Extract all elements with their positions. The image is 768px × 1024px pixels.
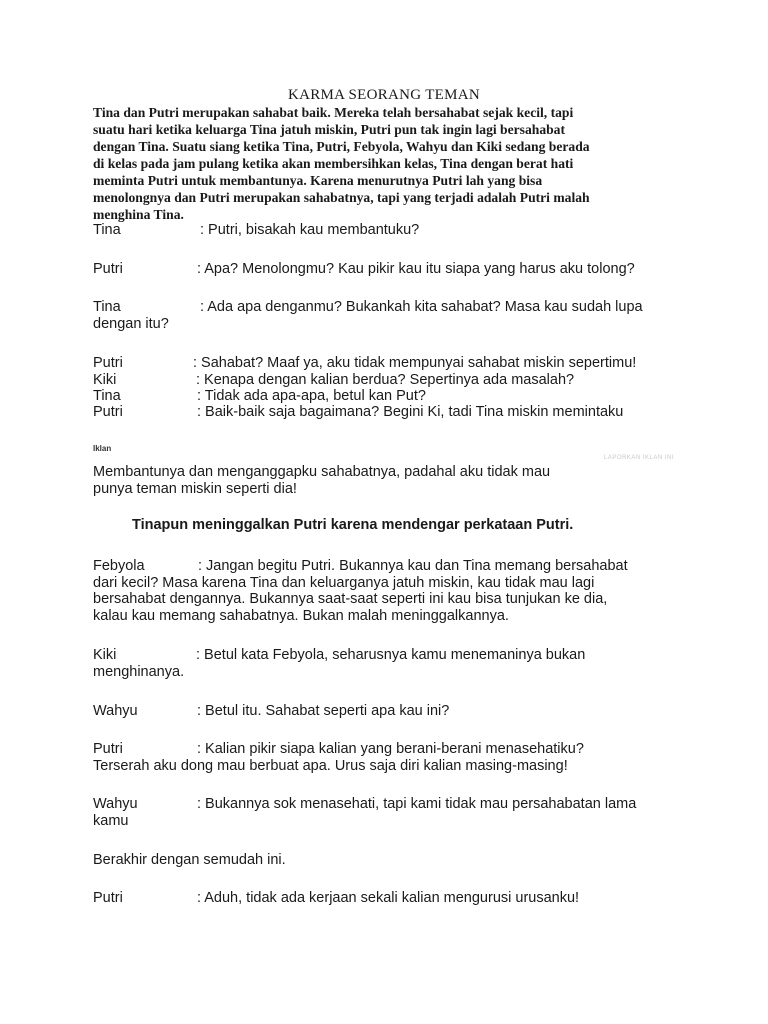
- intro-line: menghina Tina.: [93, 207, 184, 222]
- dialogue-text: : Aduh, tidak ada kerjaan sekali kalian mengurusi urusanku!: [197, 890, 580, 906]
- dialogue-continuation: Membantunya dan menganggapku sahabatnya, padahal aku tidak mau: [93, 464, 551, 480]
- speaker-name: Wahyu: [93, 796, 138, 812]
- dialogue-continuation: dari kecil? Masa karena Tina dan keluarganya jatuh miskin, kau tidak mau lagi: [93, 575, 595, 591]
- speaker-name: Tina: [93, 299, 121, 315]
- intro-line: di kelas pada jam pulang ketika akan membersihkan kelas, Tina dengan berat hati: [93, 156, 574, 171]
- dialogue-continuation: dengan itu?: [93, 316, 169, 332]
- speaker-name: Putri: [93, 404, 123, 420]
- intro-paragraph: [93, 104, 693, 223]
- speaker-name: Kiki: [93, 647, 117, 663]
- dialogue-text: : Bukannya sok menasehati, tapi kami tidak mau persahabatan lama: [197, 796, 637, 812]
- dialogue-text: : Jangan begitu Putri. Bukannya kau dan Tina memang bersahabat: [198, 558, 628, 574]
- intro-line: suatu hari ketika keluarga Tina jatuh miskin, Putri pun tak ingin lagi bersahabat: [93, 122, 565, 137]
- intro-line: meminta Putri untuk membantunya. Karena menurutnya Putri lah yang bisa: [93, 173, 543, 188]
- dialogue-text: : Betul itu. Sahabat seperti apa kau ini?: [197, 703, 450, 719]
- speaker-name: Tina: [93, 388, 121, 404]
- narration: Berakhir dengan semudah ini.: [93, 852, 286, 868]
- speaker-name: Febyola: [93, 558, 145, 574]
- dialogue-text: : Putri, bisakah kau membantuku?: [200, 222, 420, 238]
- intro-line: menolongnya dan Putri merupakan sahabatnya, tapi yang terjadi adalah Putri malah: [93, 190, 590, 205]
- dialogue-continuation: kamu: [93, 813, 129, 829]
- dialogue-text: : Apa? Menolongmu? Kau pikir kau itu siapa yang harus aku tolong?: [197, 261, 635, 277]
- intro-line: Tina dan Putri merupakan sahabat baik. Mereka telah bersahabat sejak kecil, tapi: [93, 105, 574, 120]
- dialogue-continuation: menghinanya.: [93, 664, 185, 680]
- dialogue-text: : Kenapa dengan kalian berdua? Sepertinya ada masalah?: [196, 372, 575, 388]
- intro-line: dengan Tina. Suatu siang ketika Tina, Putri, Febyola, Wahyu dan Kiki sedang berada: [93, 139, 590, 154]
- dialogue-text: : Sahabat? Maaf ya, aku tidak mempunyai sahabat miskin sepertimu!: [193, 355, 637, 371]
- speaker-name: Kiki: [93, 372, 117, 388]
- dialogue-continuation: bersahabat dengannya. Bukannya saat-saat seperti ini kau bisa tunjukan ke dia,: [93, 591, 608, 607]
- speaker-name: Putri: [93, 261, 123, 277]
- dialogue-continuation: punya teman miskin seperti dia!: [93, 481, 297, 497]
- dialogue-text: : Kalian pikir siapa kalian yang berani-berani menasehatiku?: [197, 741, 584, 757]
- dialogue-text: : Baik-baik saja bagaimana? Begini Ki, tadi Tina miskin memintaku: [197, 404, 624, 420]
- dialogue-continuation: Terserah aku dong mau berbuat apa. Urus saja diri kalian masing-masing!: [93, 758, 568, 774]
- report-ad-link[interactable]: LAPORKAN IKLAN INI: [604, 455, 675, 461]
- dialogue-text: : Betul kata Febyola, seharusnya kamu menemaninya bukan: [196, 647, 586, 663]
- speaker-name: Putri: [93, 890, 123, 906]
- speaker-name: Wahyu: [93, 703, 138, 719]
- page-title: KARMA SEORANG TEMAN: [287, 87, 481, 103]
- speaker-name: Tina: [93, 222, 121, 238]
- dialogue-text: : Ada apa denganmu? Bukankah kita sahabat? Masa kau sudah lupa: [200, 299, 643, 315]
- speaker-name: Putri: [93, 741, 123, 757]
- dialogue-text: : Tidak ada apa-apa, betul kan Put?: [197, 388, 426, 404]
- ad-label: Iklan: [93, 444, 112, 453]
- narration-bold: Tinapun meninggalkan Putri karena mendengar perkataan Putri.: [132, 517, 574, 533]
- dialogue-continuation: kalau kau memang sahabatnya. Bukan malah meninggalkannya.: [93, 608, 509, 624]
- speaker-name: Putri: [93, 355, 123, 371]
